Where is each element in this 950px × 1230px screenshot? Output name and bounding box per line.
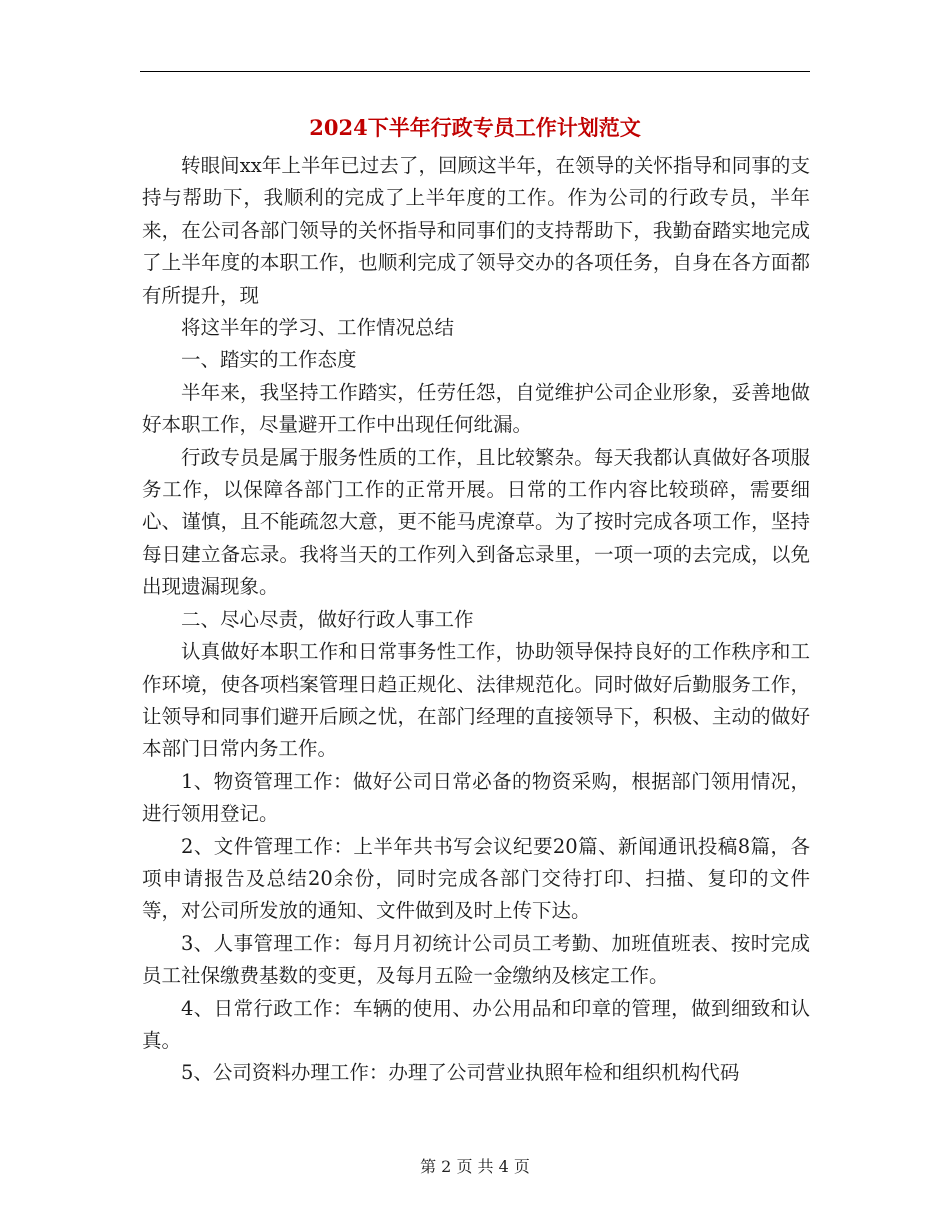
section-heading: 二、尽心尽责，做好行政人事工作 bbox=[181, 607, 474, 631]
list-item: 4、日常行政工作：车辆的使用、办公用品和印章的管理，做到细致和认真。 bbox=[142, 996, 810, 1052]
page-number-footer: 第 2 页 共 4 页 bbox=[420, 1157, 530, 1176]
paragraph: 转眼间xx年上半年已过去了，回顾这半年，在领导的关怀指导和同事的支持与帮助下，我顺利的完成了上半年度的工作。作为公司的行政专员，半年来，在公司各部门领导的关怀指导和同事们的支持帮助下，我勤奋踏实地完成了上半年度的本职工作，也顺利完成了领导交办的各项任务，自身在各方面都有所提升，现 bbox=[142, 154, 810, 307]
list-item: 1、物资管理工作：做好公司日常必备的物资采购，根据部门领用情况，进行领用登记。 bbox=[142, 769, 810, 826]
section-heading: 一、踏实的工作态度 bbox=[181, 348, 357, 372]
header-rule bbox=[140, 71, 810, 72]
list-item: 3、人事管理工作：每月月初统计公司员工考勤、加班值班表、按时完成员工社保缴费基数的变更，及每月五险一金缴纳及核定工作。 bbox=[142, 931, 810, 988]
document-body bbox=[142, 150, 810, 1090]
paragraph: 认真做好本职工作和日常事务性工作，协助领导保持良好的工作秩序和工作环境，使各项档案管理日趋正规化、法律规范化。同时做好后勤服务工作，让领导和同事们避开后顾之忧，在部门经理的直接领导下，积极、主动的做好本部门日常内务工作。 bbox=[142, 640, 810, 761]
document-title: 2024下半年行政专员工作计划范文 bbox=[309, 115, 641, 140]
list-item: 2、文件管理工作：上半年共书写会议纪要20篇、新闻通讯投稿8篇，各项申请报告及总结20余份，同时完成各部门交待打印、扫描、复印的文件等，对公司所发放的通知、文件做到及时上传下达。 bbox=[142, 834, 810, 923]
paragraph: 将这半年的学习、工作情况总结 bbox=[181, 316, 455, 340]
paragraph: 行政专员是属于服务性质的工作，且比较繁杂。每天我都认真做好各项服务工作，以保障各部门工作的正常开展。日常的工作内容比较琐碎，需要细心、谨慎，且不能疏忽大意，更不能马虎潦草。为了按时完成各项工作，坚持每日建立备忘录。我将当天的工作列入到备忘录里，一项一项的去完成，以免出现遗漏现象。 bbox=[142, 445, 810, 599]
paragraph: 半年来，我坚持工作踏实，任劳任怨，自觉维护公司企业形象，妥善地做好本职工作，尽量避开工作中出现任何纰漏。 bbox=[142, 380, 810, 437]
list-item: 5、公司资料办理工作：办理了公司营业执照年检和组织机构代码 bbox=[181, 1061, 740, 1085]
